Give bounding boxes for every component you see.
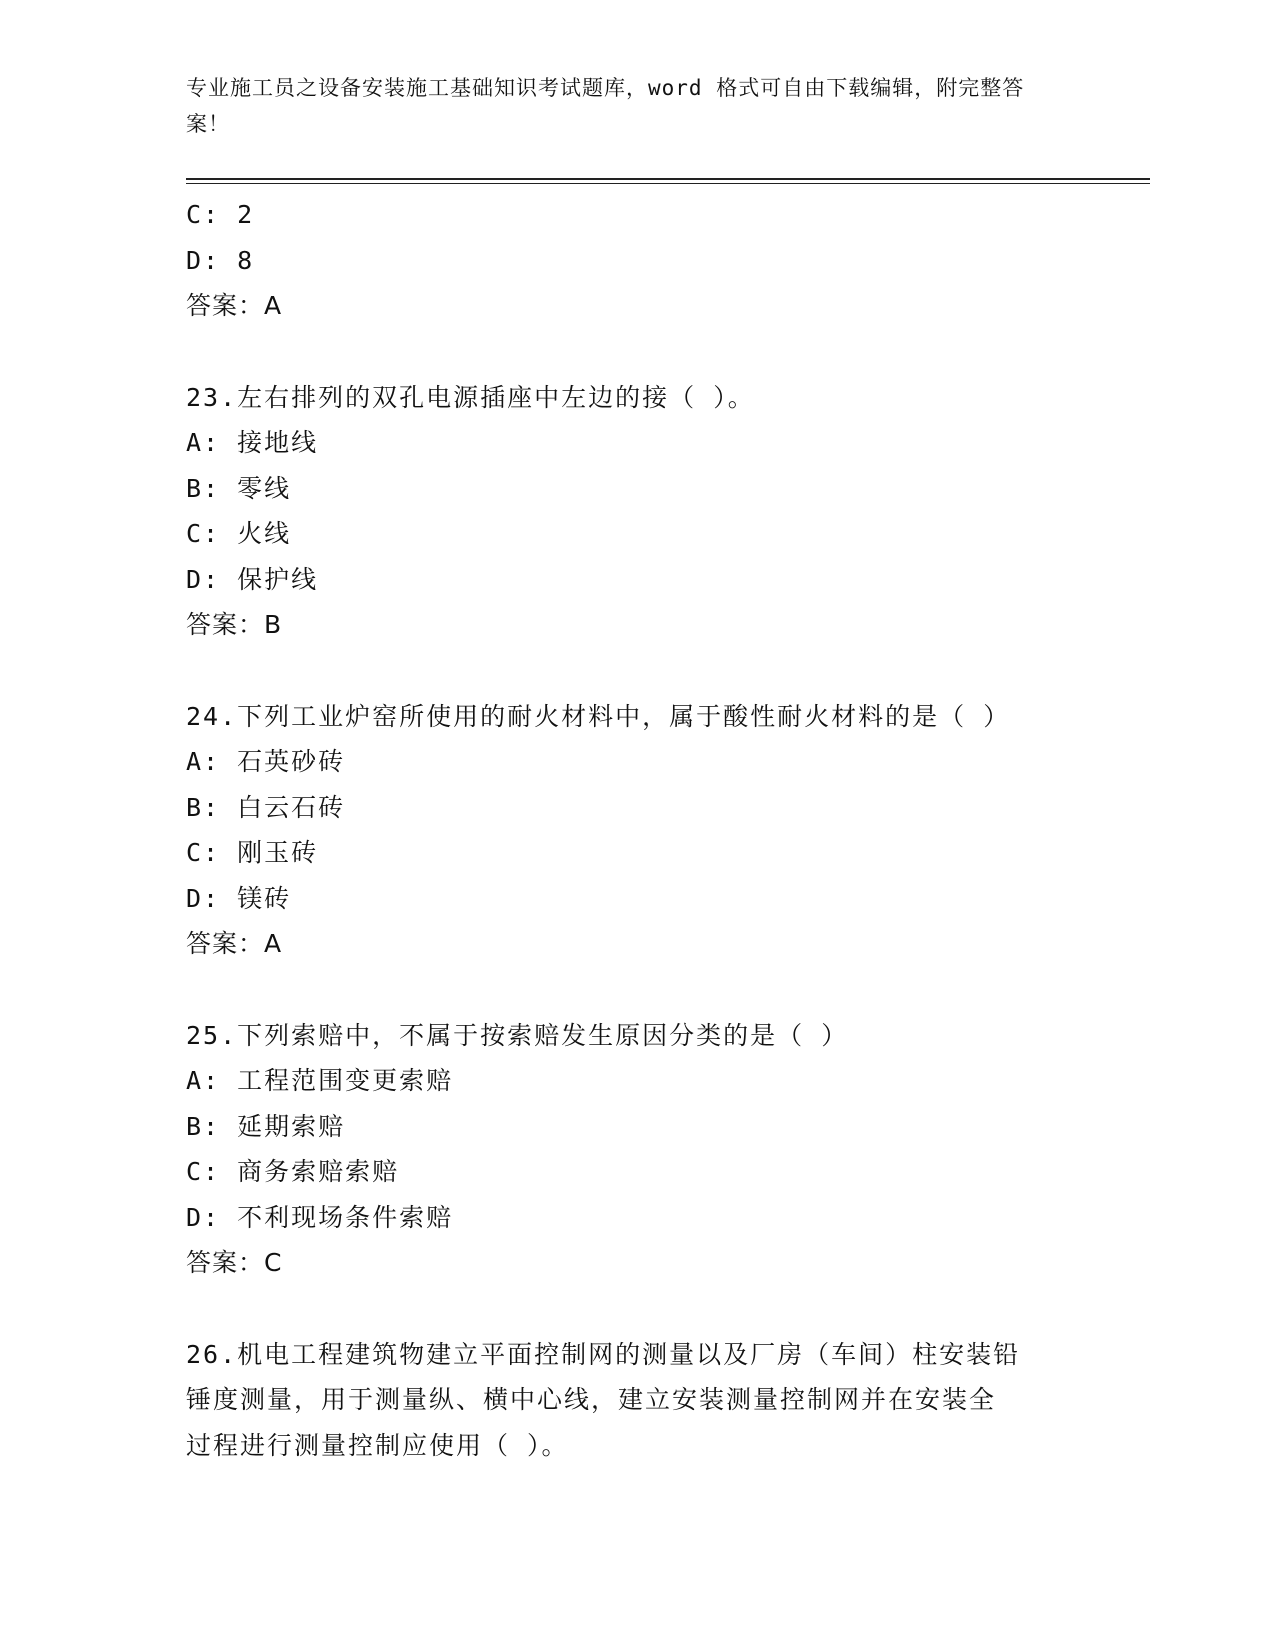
option-d: D: 不利现场条件索赔 xyxy=(186,1202,454,1232)
option-c: C: 刚玉砖 xyxy=(186,838,319,867)
answer: 答案：A xyxy=(186,291,283,320)
header-rule-thin xyxy=(186,183,1150,184)
question-stem-line-1: 26.机电工程建筑物建立平面控制网的测量以及厂房（车间）柱安装铅 xyxy=(186,1339,1021,1369)
option-d: D: 8 xyxy=(186,245,255,275)
question-stem-line-3: 过程进行测量控制应使用（ ）。 xyxy=(186,1430,569,1460)
document-header: 专业施工员之设备安装施工基础知识考试题库，word 格式可自由下载编辑，附完整答案！ xyxy=(186,76,1025,136)
question-stem-line-2: 锤度测量，用于测量纵、横中心线，建立安装测量控制网并在安装全 xyxy=(186,1385,997,1414)
question-list xyxy=(186,192,1086,1468)
option-a: A: 工程范围变更索赔 xyxy=(186,1066,454,1095)
question-23 xyxy=(186,375,1086,648)
option-c: C: 2 xyxy=(186,200,255,229)
option-b: B: 延期索赔 xyxy=(186,1111,346,1141)
question-26 xyxy=(186,1332,1086,1469)
question-stem: 23.左右排列的双孔电源插座中左边的接（ ）。 xyxy=(186,382,755,412)
option-c: C: 火线 xyxy=(186,519,292,548)
answer: 答案：A xyxy=(186,929,283,958)
option-a: A: 接地线 xyxy=(186,428,319,457)
question-24 xyxy=(186,694,1086,967)
option-d: D: 镁砖 xyxy=(186,883,292,913)
option-b: B: 白云石砖 xyxy=(186,792,346,822)
question-25 xyxy=(186,1013,1086,1286)
header-rule-thick xyxy=(186,178,1150,180)
answer: 答案：C xyxy=(186,1248,283,1277)
option-a: A: 石英砂砖 xyxy=(186,747,346,776)
question-stem: 25.下列索赔中，不属于按索赔发生原因分类的是（ ） xyxy=(186,1020,849,1050)
option-c: C: 商务索赔索赔 xyxy=(186,1157,400,1186)
question-stem: 24.下列工业炉窑所使用的耐火材料中，属于酸性耐火材料的是（ ） xyxy=(186,701,1011,731)
answer: 答案：B xyxy=(186,610,283,639)
option-b: B: 零线 xyxy=(186,473,292,503)
option-d: D: 保护线 xyxy=(186,564,319,594)
